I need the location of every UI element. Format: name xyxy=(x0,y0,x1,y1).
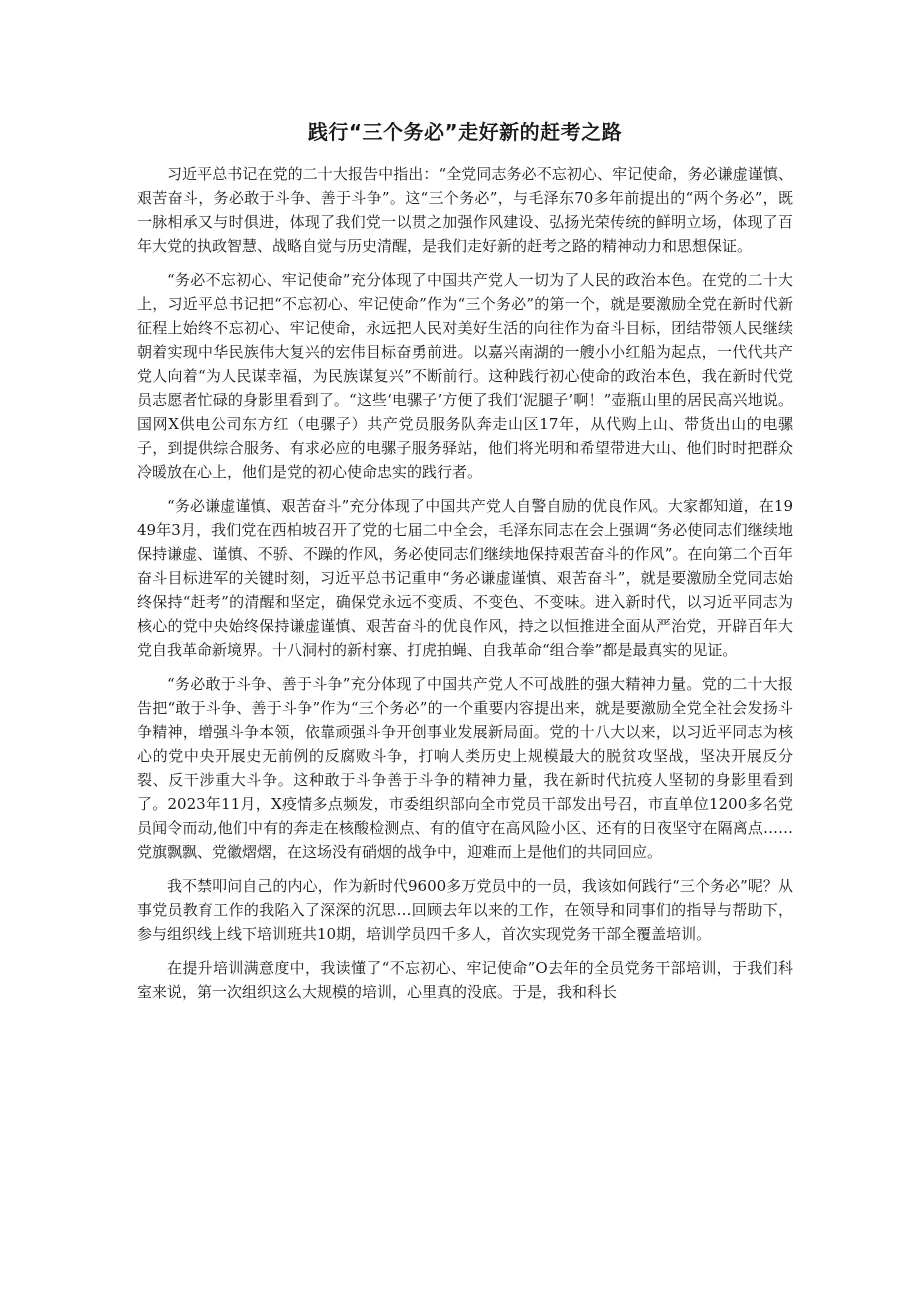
paragraph-struggle: “务必敢于斗争、善于斗争”充分体现了中国共产党人不可战胜的强大精神力量。党的二十大报告把“敢于斗争、善于斗争”作为“三个务必”的一个重要内容提出来，就是要激励全党全社会发扬斗争精神，增强斗争本领，依靠顽强斗争开创事业发展新局面。党的十八大以来，以习近平同志为核心的党中央开展史无前例的反腐败斗争，打响人类历史上规模最大的脱贫攻坚战，坚决开展反分裂、反干涉重大斗争。这种敢于斗争善于斗争的精神力量，我在新时代抗疫人坚韧的身影里看到了。2023年11月，X疫情多点频发，市委组织部向全市党员干部发出号召，市直单位1200多名党员闻令而动,他们中有的奔走在核酸检测点、有的值守在高风险小区、还有的日夜坚守在隔离点……党旗飘飘、党徽熠熠，在这场没有硝烟的战争中，迎难而上是他们的共同回应。 xyxy=(137,675,793,861)
paragraph-modesty-hard-work: “务必谦虚谨慎、艰苦奋斗”充分体现了中国共产党人自警自励的优良作风。大家都知道，在1949年3月，我们党在西柏坡召开了党的七届二中全会，毛泽东同志在会上强调“务必使同志们继续地保持谦虚、谨慎、不骄、不躁的作风，务必使同志们继续地保持艰苦奋斗的作风”。在向第二个百年奋斗目标进军的关键时刻，习近平总书记重申“务必谦虚谨慎、艰苦奋斗”，就是要激励全党同志始终保持“赶考”的清醒和坚定，确保党永远不变质、不变色、不变味。进入新时代，以习近平同志为核心的党中央始终保持谦虚谨慎、艰苦奋斗的优良作风，持之以恒推进全面从严治党，开辟百年大党自我革命新境界。十八洞村的新村寨、打虎拍蝇、自我革命“组合拳”都是最真实的见证。 xyxy=(137,497,793,659)
paragraph-intro: 习近平总书记在党的二十大报告中指出：“全党同志务必不忘初心、牢记使命，务必谦虚谨慎、艰苦奋斗，务必敢于斗争、善于斗争”。这“三个务必”，与毛泽东70多年前提出的“两个务必”，既一脉相承又与时俱进，体现了我们党一以贯之加强作风建设、弘扬光荣传统的鲜明立场，体现了百年大党的执政智慧、战略自觉与历史清醒，是我们走好新的赶考之路的精神动力和思想保证。 xyxy=(137,165,793,255)
paragraph-original-aspiration: “务必不忘初心、牢记使命”充分体现了中国共产党人一切为了人民的政治本色。在党的二十大上，习近平总书记把“不忘初心、牢记使命”作为“三个务必”的第一个，就是要激励全党在新时代新征程上始终不忘初心、牢记使命，永远把人民对美好生活的向往作为奋斗目标，团结带领人民继续朝着实现中华民族伟大复兴的宏伟目标奋勇前进。以嘉兴南湖的一艘小小红船为起点，一代代共产党人向着“为人民谋幸福，为民族谋复兴”不断前行。这种践行初心使命的政治本色，我在新时代党员志愿者忙碌的身影里看到了。“这些‘电骡子’方便了我们‘泥腿子’啊！”壶瓶山里的居民高兴地说。国网X供电公司东方红（电骡子）共产党员服务队奔走山区17年，从代购上山、带货出山的电骡子，到提供综合服务、有求必应的电骡子服务驿站，他们将光明和希望带进大山、他们时时把群众冷暖放在心上，他们是党的初心使命忠实的践行者。 xyxy=(137,271,793,481)
document-body xyxy=(137,162,793,1014)
paragraph-training: 在提升培训满意度中，我读懂了“不忘初心、牢记使命”O去年的全员党务干部培训，于我们科室来说，第一次组织这么大规模的培训，心里真的没底。于是，我和科长 xyxy=(137,959,793,1001)
paragraph-self-reflection: 我不禁叩问自己的内心，作为新时代9600多万党员中的一员，我该如何践行“三个务必”呢？从事党员教育工作的我陷入了深深的沉思…回顾去年以来的工作，在领导和同事们的指导与帮助下，参与组织线上线下培训班共10期，培训学员四千多人，首次实现党务干部全覆盖培训。 xyxy=(137,877,793,943)
document-title: 践行“三个务必”走好新的赶考之路 xyxy=(307,120,623,144)
document-page xyxy=(137,0,793,1301)
